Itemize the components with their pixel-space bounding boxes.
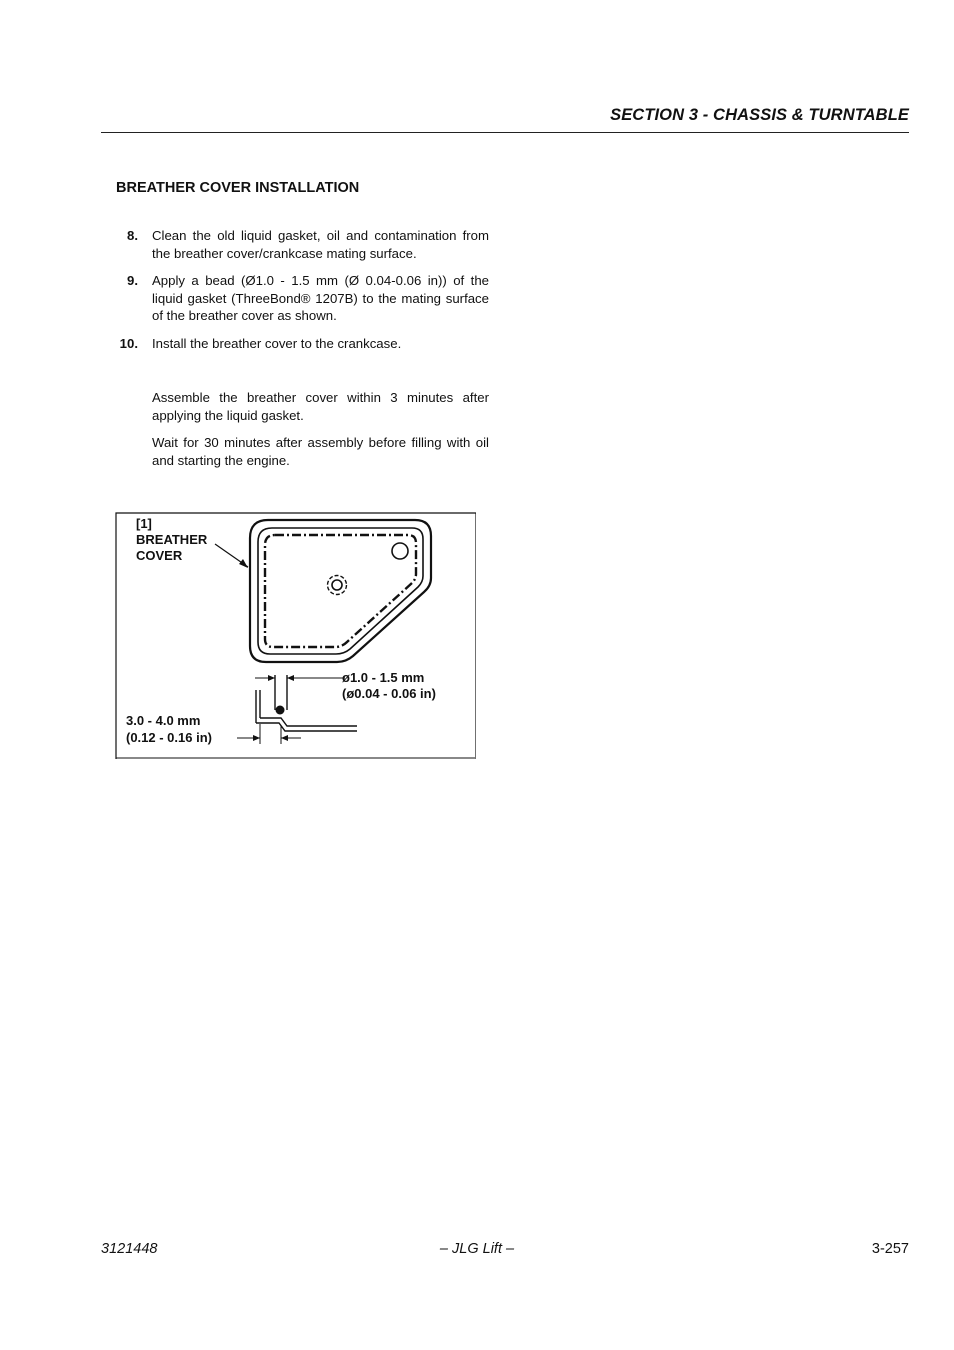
- step-8: [116, 227, 489, 262]
- figure-label-ref: [1]: [136, 516, 152, 531]
- step-number: 10.: [119, 335, 138, 351]
- gasket-bead-path: [265, 535, 416, 647]
- step-number: 8.: [127, 228, 138, 243]
- bead-dimension-in: (ø0.04 - 0.06 in): [342, 686, 436, 701]
- breather-cover-figure: [115, 512, 476, 759]
- offset-dimension-in: (0.12 - 0.16 in): [126, 730, 212, 745]
- cover-outer-outline: [250, 520, 431, 662]
- figure-label-breather: BREATHER: [136, 532, 208, 547]
- cover-inner-outline: [258, 528, 423, 654]
- steps-list: [116, 227, 489, 362]
- section-heading: BREATHER COVER INSTALLATION: [116, 180, 360, 196]
- note-assembly-time: Assemble the breather cover within 3 minutes after applying the liquid gasket.: [152, 390, 489, 423]
- step-text: Install the breather cover to the crankcase.: [152, 335, 402, 351]
- footer-brand: – JLG Lift –: [439, 1241, 515, 1257]
- step-text: Apply a bead (Ø1.0 - 1.5 mm (Ø 0.04-0.06 in)) of the liquid gasket (ThreeBond® 1207B) to the mating surface of the breather cover as shown.: [152, 273, 489, 323]
- step-9: [116, 272, 489, 325]
- offset-dimension-mm: 3.0 - 4.0 mm: [126, 713, 201, 728]
- header-rule: [101, 132, 909, 133]
- step-text: Clean the old liquid gasket, oil and contamination from the breather cover/crankcase mating surface.: [152, 228, 489, 261]
- footer-doc-number: 3121448: [101, 1241, 158, 1257]
- note-wait-time: Wait for 30 minutes after assembly before filling with oil and starting the engine.: [152, 435, 489, 468]
- notes: [152, 389, 489, 479]
- figure-label-cover: COVER: [136, 548, 183, 563]
- section-profile: [260, 718, 357, 726]
- footer-page-number: 3-257: [871, 1241, 909, 1257]
- header-title: SECTION 3 - CHASSIS & TURNTABLE: [610, 106, 909, 124]
- gasket-bead-section: [276, 706, 285, 715]
- bead-dimension-mm: ø1.0 - 1.5 mm: [342, 670, 425, 685]
- step-number: 9.: [127, 273, 138, 288]
- cover-hole: [392, 543, 408, 559]
- step-10: [116, 335, 489, 353]
- center-bolt: [328, 576, 347, 595]
